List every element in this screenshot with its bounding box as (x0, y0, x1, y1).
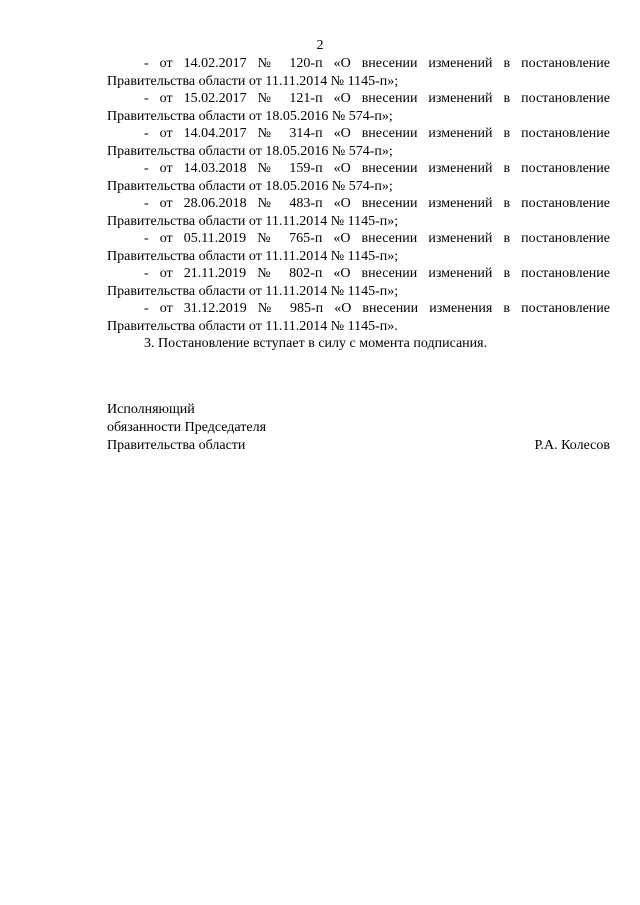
signature-block (107, 401, 610, 455)
amendment-line: - от 28.06.2018 № 483-п «О внесении изменений в постановление (144, 196, 610, 211)
signatory-name: Р.А. Колесов (534, 438, 610, 453)
amendment-line: - от 21.11.2019 № 802-п «О внесении изменений в постановление (144, 266, 610, 281)
page-number: 2 (316, 38, 324, 53)
amendment-item (107, 265, 610, 300)
amendment-item (107, 90, 610, 125)
amendment-line: Правительства области от 18.05.2016 № 574-п»; (107, 143, 393, 159)
signature-row (107, 437, 610, 455)
amendment-item (107, 300, 610, 335)
amendment-line: Правительства области от 11.11.2014 № 1145-п»; (107, 73, 399, 89)
clause-3: 3. Постановление вступает в силу с момента подписания. (144, 336, 488, 351)
amendment-line: - от 14.04.2017 № 314-п «О внесении изменений в постановление (144, 126, 610, 141)
amendment-line: - от 05.11.2019 № 765-п «О внесении изменений в постановление (144, 231, 610, 246)
amendment-line: - от 31.12.2019 № 985-п «О внесении изменения в постановление (144, 301, 610, 316)
amendment-item (107, 230, 610, 265)
signature-position-line: Исполняющий (107, 402, 195, 417)
amendment-line: - от 14.03.2018 № 159-п «О внесении изменений в постановление (144, 161, 610, 176)
amendment-item (107, 160, 610, 195)
amendment-item (107, 195, 610, 230)
amendment-line: Правительства области от 11.11.2014 № 1145-п». (107, 318, 398, 334)
amendment-line: Правительства области от 11.11.2014 № 1145-п»; (107, 213, 399, 229)
document-body (107, 55, 610, 353)
amendment-line: Правительства области от 18.05.2016 № 574-п»; (107, 178, 393, 194)
amendment-line: - от 14.02.2017 № 120-п «О внесении изменений в постановление (144, 56, 610, 71)
signature-position-line: Правительства области (107, 438, 246, 453)
amendment-item (107, 125, 610, 160)
amendment-item (107, 55, 610, 90)
amendment-line: Правительства области от 18.05.2016 № 574-п»; (107, 108, 393, 124)
amendment-line: Правительства области от 11.11.2014 № 1145-п»; (107, 283, 399, 299)
amendment-line: - от 15.02.2017 № 121-п «О внесении изменений в постановление (144, 91, 610, 106)
signature-position-line: обязанности Председателя (107, 420, 267, 435)
amendment-line: Правительства области от 11.11.2014 № 1145-п»; (107, 248, 399, 264)
